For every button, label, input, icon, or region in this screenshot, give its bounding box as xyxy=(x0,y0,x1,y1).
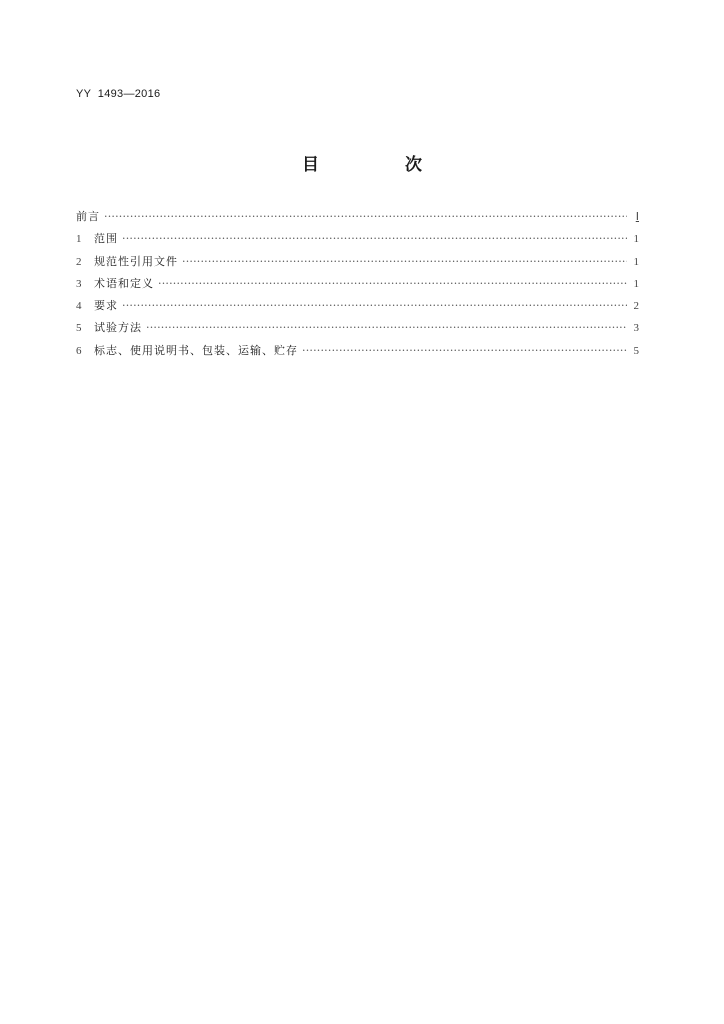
toc-entry-test-methods[interactable] xyxy=(76,317,639,339)
toc-entry-scope[interactable] xyxy=(76,228,639,250)
toc-entry-page: 5 xyxy=(633,344,639,357)
toc-dot-leader xyxy=(104,206,627,228)
toc-entry-requirements[interactable] xyxy=(76,295,639,317)
toc-entry-text: 范围 xyxy=(94,232,118,246)
toc-entry-foreword[interactable] xyxy=(76,206,639,228)
toc-dot-leader xyxy=(122,228,627,250)
toc-entry-text: 术语和定义 xyxy=(94,276,154,290)
toc-entry-number: 4 xyxy=(76,300,82,313)
toc-entry-terms-definitions[interactable] xyxy=(76,273,639,295)
toc-entry-page: 3 xyxy=(633,322,639,335)
toc-entry-number: 5 xyxy=(76,322,82,335)
toc-dot-leader xyxy=(146,317,627,339)
toc-entry-text: 试验方法 xyxy=(94,321,142,335)
toc-entry-page: 1 xyxy=(633,255,639,268)
toc-dot-leader xyxy=(158,273,627,295)
toc-entry-number: 1 xyxy=(76,233,82,246)
page-title: 目 次 xyxy=(302,155,462,175)
toc-dot-leader xyxy=(302,340,627,362)
toc-entry-text: 标志、使用说明书、包装、运输、贮存 xyxy=(94,343,298,357)
toc-entry-page: 2 xyxy=(633,300,639,313)
toc-entry-normative-references[interactable] xyxy=(76,251,639,273)
toc-entry-page: 1 xyxy=(633,233,639,246)
toc-entry-number: 3 xyxy=(76,277,82,290)
standard-code: YY 1493—2016 xyxy=(76,88,161,100)
toc-entry-number: 6 xyxy=(76,344,82,357)
toc-entry-marking-packaging[interactable] xyxy=(76,340,639,362)
toc-entry-number: 2 xyxy=(76,255,82,268)
toc-entry-text: 前言 xyxy=(76,210,100,223)
toc-dot-leader xyxy=(122,295,627,317)
toc-entry-page: 1 xyxy=(633,277,639,290)
toc-entry-text: 规范性引用文件 xyxy=(94,254,178,268)
toc-entry-text: 要求 xyxy=(94,299,118,313)
table-of-contents xyxy=(76,206,639,362)
toc-dot-leader xyxy=(182,251,627,273)
toc-entry-page: Ⅰ xyxy=(635,211,639,223)
